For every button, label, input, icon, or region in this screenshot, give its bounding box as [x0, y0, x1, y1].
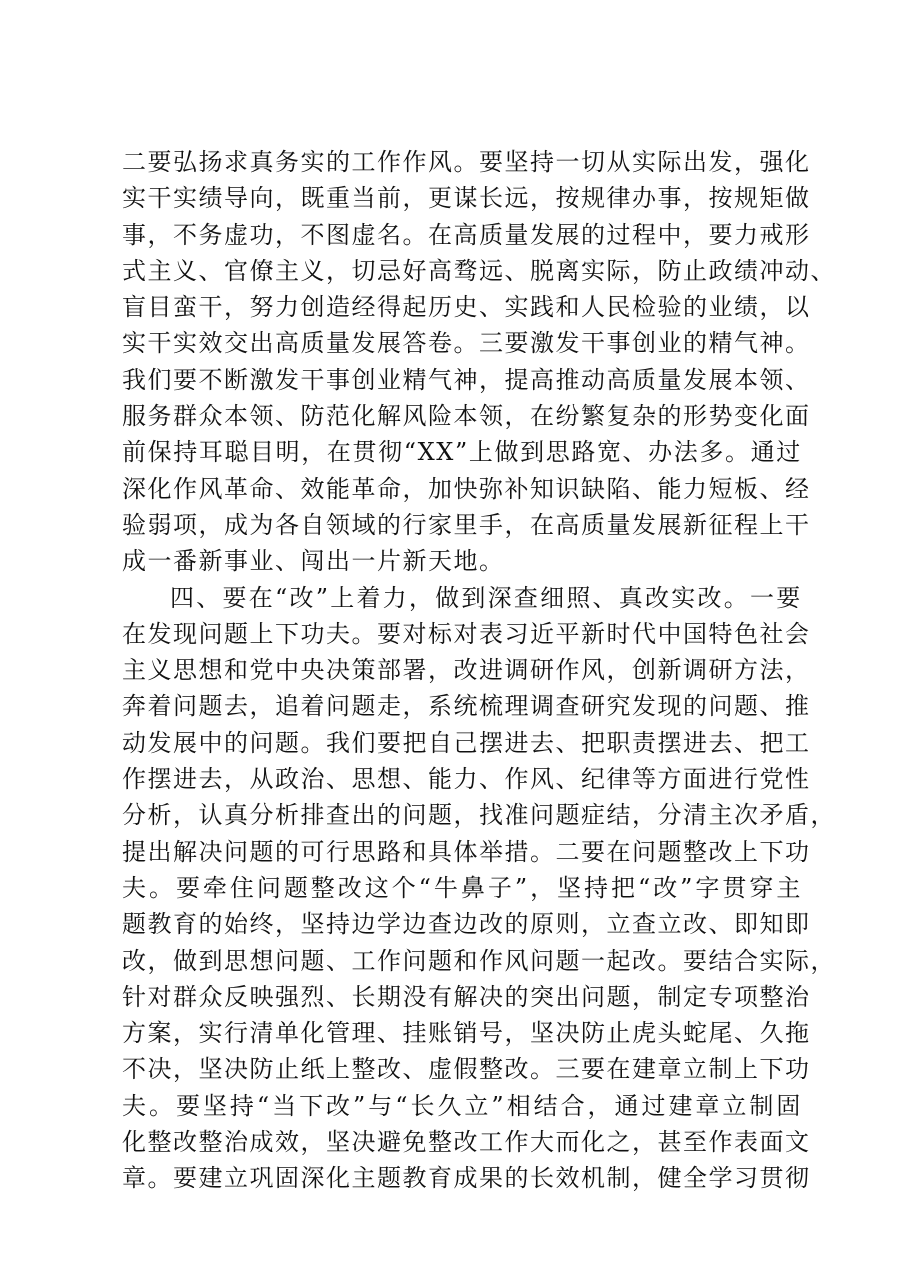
text-line: 作 摆 进 去 ， 从 政 治 、 思 想 、 能 力 、 作 风 、 纪 律 等 方 面 进 行 党 性: [122, 765, 811, 794]
text-line: 在 发 现 问 题 上 下 功 夫 。 要 对 标 对 表 习 近 平 新 时 代 中 国 特 色 社 会: [122, 619, 811, 648]
text-line: 事 ， 不 务 虚 功 ， 不 图 虚 名 。 在 高 质 量 发 展 的 过 程 中 ， 要 力 戒 形: [122, 220, 811, 249]
text-line: 式 主 义 、 官 僚 主 义 ， 切 忌 好 高 骛 远 、 脱 离 实 际 ， 防 止 政 绩 冲 动 、: [122, 256, 836, 285]
text-line: 改 ， 做 到 思 想 问 题 、 工 作 问 题 和 作 风 问 题 一 起 改 。 要 结 合 实 际 ，: [122, 946, 836, 975]
text-line: 题 教 育 的 始 终 ， 坚 持 边 学 边 查 边 改 的 原 则 ， 立 查 立 改 、 即 知 即: [122, 910, 811, 939]
text-line: 提 出 解 决 问 题 的 可 行 思 路 和 具 体 举 措 。 二 要 在 问 题 整 改 上 下 功: [122, 837, 811, 866]
text-line: 我 们 要 不 断 激 发 干 事 创 业 精 气 神 ， 提 高 推 动 高 质 量 发 展 本 领 、: [122, 365, 811, 394]
text-line: 实 干 实 效 交 出 高 质 量 发 展 答 卷 。 三 要 激 发 干 事 创 业 的 精 气 神 。: [122, 329, 811, 358]
text-line: 服 务 群 众 本 领 、 防 范 化 解 风 险 本 领 ， 在 纷 繁 复 杂 的 形 势 变 化 面: [122, 402, 811, 431]
text-line: 夫 。 要 坚 持 “ 当 下 改 ” 与 “ 长 久 立 ” 相 结 合 ， 通 过 建 章 立 制 固: [122, 1091, 802, 1120]
text-line: 方 案 ， 实 行 清 单 化 管 理 、 挂 账 销 号 ， 坚 决 防 止 虎 头 蛇 尾 、 久 拖: [122, 1019, 811, 1048]
paragraph-heading-line: 四 、 要 在 “ 改 ” 上 着 力 ， 做 到 深 查 细 照 、 真 改 实 改 。 一 要: [170, 583, 802, 612]
text-line: 盲 目 蛮 干 ， 努 力 创 造 经 得 起 历 史 、 实 践 和 人 民 检 验 的 业 绩 ， 以: [122, 293, 811, 322]
text-line: 成一番新事业、闯出一片新天地。: [122, 547, 505, 576]
text-line: 动 发 展 中 的 问 题 。 我 们 要 把 自 己 摆 进 去 、 把 职 责 摆 进 去 、 把 工: [122, 728, 811, 757]
text-line: 章 。 要 建 立 巩 固 深 化 主 题 教 育 成 果 的 长 效 机 制 ， 健 全 学 习 贯 彻: [122, 1164, 811, 1193]
text-line: 化 整 改 整 治 成 效 ， 坚 决 避 免 整 改 工 作 大 而 化 之 ， 甚 至 作 表 面 文: [122, 1128, 811, 1157]
text-line: 分 析 ， 认 真 分 析 排 查 出 的 问 题 ， 找 准 问 题 症 结 ， 分 清 主 次 矛 盾 ，: [122, 801, 836, 830]
text-line: 不 决 ， 坚 决 防 止 纸 上 整 改 、 虚 假 整 改 。 三 要 在 建 章 立 制 上 下 功: [122, 1055, 811, 1084]
text-line: 实 干 实 绩 导 向 ， 既 重 当 前 ， 更 谋 长 远 ， 按 规 律 办 事 ， 按 规 矩 做: [122, 184, 811, 213]
text-line: 深 化 作 风 革 命 、 效 能 革 命 ， 加 快 弥 补 知 识 缺 陷 、 能 力 短 板 、 经: [122, 474, 811, 503]
text-line: 夫 。 要 牵 住 问 题 整 改 这 个 “ 牛 鼻 子 ” ， 坚 持 把 “ 改 ” 字 贯 穿 主: [122, 873, 802, 902]
text-line: 前 保 持 耳 聪 目 明 ， 在 贯 彻 “ X X ” 上 做 到 思 路 宽 、 办 法 多 。 通 过: [122, 438, 802, 467]
text-line: 奔 着 问 题 去 ， 追 着 问 题 走 ， 系 统 梳 理 调 查 研 究 发 现 的 问 题 、 推: [122, 692, 811, 721]
text-line: 二 要 弘 扬 求 真 务 实 的 工 作 作 风 。 要 坚 持 一 切 从 实 际 出 发 ， 强 化: [122, 148, 811, 176]
text-line: 主 义 思 想 和 党 中 央 决 策 部 署 ， 改 进 调 研 作 风 ， 创 新 调 研 方 法 ，: [122, 656, 811, 685]
body-text: [122, 144, 836, 1197]
text-line: 针 对 群 众 反 映 强 烈 、 长 期 没 有 解 决 的 突 出 问 题 ， 制 定 专 项 整 治: [122, 982, 811, 1011]
text-line: 验 弱 项 ， 成 为 各 自 领 域 的 行 家 里 手 ， 在 高 质 量 发 展 新 征 程 上 干: [122, 510, 811, 539]
